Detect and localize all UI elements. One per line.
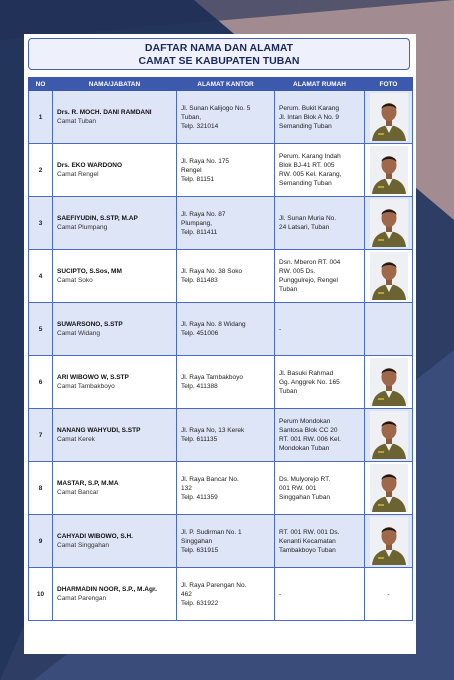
office-address-line: Jl. Raya Tambakboyo (181, 374, 244, 381)
office-address-line: Rengel (181, 166, 202, 174)
cell-alamat-rumah (275, 91, 365, 144)
official-position: Camat Rengel (57, 171, 99, 178)
cell-foto (365, 409, 413, 462)
official-name: SUWARSONO, S.STP (57, 321, 123, 328)
table-row (29, 250, 413, 303)
official-position: Camat Tuban (57, 118, 97, 125)
official-position: Camat Kerek (57, 436, 95, 443)
row-number: 9 (29, 515, 53, 568)
official-photo (370, 411, 408, 459)
cell-alamat-kantor (177, 91, 275, 144)
home-address-line: Jl. Basuki Rahmad (279, 369, 334, 377)
home-address-line: RT. 001 RW. 001 Ds. (279, 528, 340, 536)
office-address-line: Telp. 81151 (181, 175, 215, 183)
table-body (29, 91, 413, 621)
header-nama-jabatan: NAMA/JABATAN (53, 78, 177, 91)
office-address-line: Telp. 631922 (181, 599, 219, 607)
office-address-line: Jl. Raya Bancar No. (181, 475, 239, 483)
office-address-line: Telp. 321014 (181, 122, 219, 130)
cell-foto (365, 303, 413, 356)
cell-nama-jabatan (53, 515, 177, 568)
cell-foto (365, 250, 413, 303)
official-name: Drs. R. MOCH. DANI RAMDANI (57, 109, 152, 116)
home-address-line: Ds. Mulyorejo RT. (279, 475, 331, 483)
official-name: NANANG WAHYUDI, S.STP (57, 427, 141, 434)
title-line-1: DAFTAR NAMA DAN ALAMAT (144, 42, 294, 54)
official-position: Camat Tambakboyo (57, 383, 115, 390)
cell-nama-jabatan (53, 197, 177, 250)
home-address-line: Jl. Sunan Muria No. (279, 215, 337, 222)
cell-nama-jabatan (53, 144, 177, 197)
office-address-line: Jl. Raya No. 87 (181, 210, 226, 218)
home-address-line: - (279, 325, 282, 333)
cell-foto (365, 91, 413, 144)
cell-nama-jabatan (53, 568, 177, 621)
cell-alamat-rumah (275, 515, 365, 568)
home-address-line: Semanding Tuban (279, 122, 332, 130)
office-address-line: Telp. 411388 (181, 383, 218, 390)
row-number: 1 (29, 91, 53, 144)
home-address-line: Perum. Karang Indah (279, 153, 341, 160)
cell-alamat-rumah (275, 303, 365, 356)
table-row (29, 568, 413, 621)
table-row (29, 303, 413, 356)
home-address-line: Tuban (279, 387, 298, 395)
home-address-line: Dsn. Mberon RT. 004 (279, 259, 341, 266)
cell-foto (365, 197, 413, 250)
row-number: 5 (29, 303, 53, 356)
official-position: Camat Singgahan (57, 542, 110, 549)
camat-table (28, 77, 413, 621)
official-name: SAEFIYUDIN, S.STP, M.AP (57, 215, 138, 222)
row-number: 3 (29, 197, 53, 250)
office-address-line: Telp. 451006 (181, 330, 219, 337)
cell-foto (365, 515, 413, 568)
official-photo (370, 464, 408, 512)
title-line-2: CAMAT SE KABUPATEN TUBAN (138, 55, 300, 67)
row-number: 7 (29, 409, 53, 462)
official-position: Camat Widang (57, 330, 100, 337)
official-position: Camat Bancar (57, 489, 99, 496)
office-address-line: Telp. 631915 (181, 546, 219, 554)
home-address-line: Perum Mondokan (279, 418, 331, 425)
office-address-line: Plumpang, (181, 219, 213, 227)
home-address-line: Blok BJ-41 RT. 005 (279, 162, 335, 169)
cell-alamat-kantor (177, 409, 275, 462)
official-photo (370, 358, 408, 406)
official-name: ARI WIBOWO W, S.STP (57, 374, 129, 381)
cell-nama-jabatan (53, 303, 177, 356)
cell-alamat-kantor (177, 568, 275, 621)
office-address-line: Jl. Raya Parengan No. (181, 581, 247, 589)
header-no: NO (29, 78, 53, 91)
office-address-line: Telp. 811483 (181, 277, 218, 284)
home-address-line: RT. 001 RW. 006 Kel. (279, 436, 341, 443)
official-photo (370, 252, 408, 300)
table-row (29, 144, 413, 197)
header-foto: FOTO (365, 78, 413, 91)
cell-alamat-kantor (177, 144, 275, 197)
header-alamat-kantor: ALAMAT KANTOR (177, 78, 275, 91)
home-address-line: Semanding Tuban (279, 180, 332, 187)
document-title (28, 38, 410, 70)
cell-nama-jabatan (53, 91, 177, 144)
home-address-line: RW. 005 Kel. Karang, (279, 171, 342, 178)
cell-foto (365, 462, 413, 515)
cell-nama-jabatan (53, 462, 177, 515)
official-name: DHARMADIN NOOR, S.P., M.Agr. (57, 586, 157, 593)
office-address-line: Tuban, (181, 113, 201, 121)
table-row (29, 91, 413, 144)
cell-alamat-rumah (275, 144, 365, 197)
table-row (29, 409, 413, 462)
official-position: Camat Soko (57, 277, 93, 284)
table-header-row (29, 78, 413, 91)
cell-alamat-rumah (275, 462, 365, 515)
cell-alamat-rumah (275, 356, 365, 409)
cell-alamat-kantor (177, 515, 275, 568)
cell-foto (365, 144, 413, 197)
official-photo (370, 146, 408, 194)
cell-alamat-kantor (177, 462, 275, 515)
official-position: Camat Parengan (57, 595, 107, 602)
office-address-line: Jl. Sunan Kalijogo No. 5 (181, 104, 251, 112)
office-address-line: 132 (181, 484, 192, 492)
office-address-line: Jl. Raya No, 13 Kerek (181, 427, 245, 434)
cell-alamat-rumah (275, 409, 365, 462)
row-number: 10 (29, 568, 53, 621)
official-name: SUCIPTO, S.Sos, MM (57, 268, 122, 275)
official-photo (370, 93, 408, 141)
cell-alamat-rumah (275, 568, 365, 621)
home-address-line: Tambakboyo Tuban (279, 546, 336, 554)
home-address-line: 001 RW. 001 (279, 484, 317, 492)
home-address-line: Tuban (279, 286, 298, 293)
cell-alamat-rumah (275, 250, 365, 303)
cell-alamat-kantor (177, 356, 275, 409)
official-name: Drs. EKO WARDONO (57, 162, 123, 169)
cell-nama-jabatan (53, 356, 177, 409)
home-address-line: Punggulrejo, Rengel (279, 277, 338, 284)
home-address-line: Mondokan Tuban (279, 445, 330, 452)
office-address-line: Telp. 611135 (181, 436, 218, 443)
table-row (29, 515, 413, 568)
home-address-line: 24 Latsari, Tuban (279, 224, 330, 231)
office-address-line: 462 (181, 590, 192, 598)
home-address-line: Perum. Bukit Karang (279, 104, 339, 112)
official-photo (370, 199, 408, 247)
table-row (29, 462, 413, 515)
home-address-line: Kenanti Kecamatan (279, 537, 336, 545)
home-address-line: Gg. Anggrek No. 165 (279, 378, 340, 386)
office-address-line: Jl. P. Sudirman No. 1 (181, 528, 242, 536)
official-name: MASTAR, S.P, M.MA (57, 480, 119, 487)
office-address-line: Telp. 811411 (181, 228, 218, 236)
home-address-line: Jl. Intan Blok A No. 9 (279, 113, 339, 121)
cell-alamat-kantor (177, 250, 275, 303)
cell-nama-jabatan (53, 250, 177, 303)
cell-alamat-kantor (177, 197, 275, 250)
official-name: CAHYADI WIBOWO, S.H. (57, 533, 133, 540)
table-row (29, 356, 413, 409)
row-number: 8 (29, 462, 53, 515)
row-number: 4 (29, 250, 53, 303)
home-address-line: RW. 005 Ds. (279, 268, 316, 275)
official-position: Camat Plumpang (57, 224, 108, 231)
cell-foto: - (365, 568, 413, 621)
cell-nama-jabatan (53, 409, 177, 462)
cell-alamat-rumah (275, 197, 365, 250)
cell-foto (365, 356, 413, 409)
document-sheet (24, 34, 416, 654)
home-address-line: - (279, 590, 282, 598)
cell-alamat-kantor (177, 303, 275, 356)
office-address-line: Jl. Raya No. 175 (181, 157, 230, 165)
office-address-line: Singgahan (181, 537, 213, 545)
header-alamat-rumah: ALAMAT RUMAH (275, 78, 365, 91)
office-address-line: Jl. Raya No. 38 Soko (181, 268, 243, 275)
row-number: 2 (29, 144, 53, 197)
home-address-line: Santosa Blok CC 20 (279, 427, 338, 434)
row-number: 6 (29, 356, 53, 409)
office-address-line: Telp. 411359 (181, 493, 218, 501)
table-row (29, 197, 413, 250)
official-photo (370, 517, 408, 565)
office-address-line: Jl. Raya No. 8 Widang (181, 321, 246, 328)
home-address-line: Singgahan Tuban (279, 493, 330, 501)
